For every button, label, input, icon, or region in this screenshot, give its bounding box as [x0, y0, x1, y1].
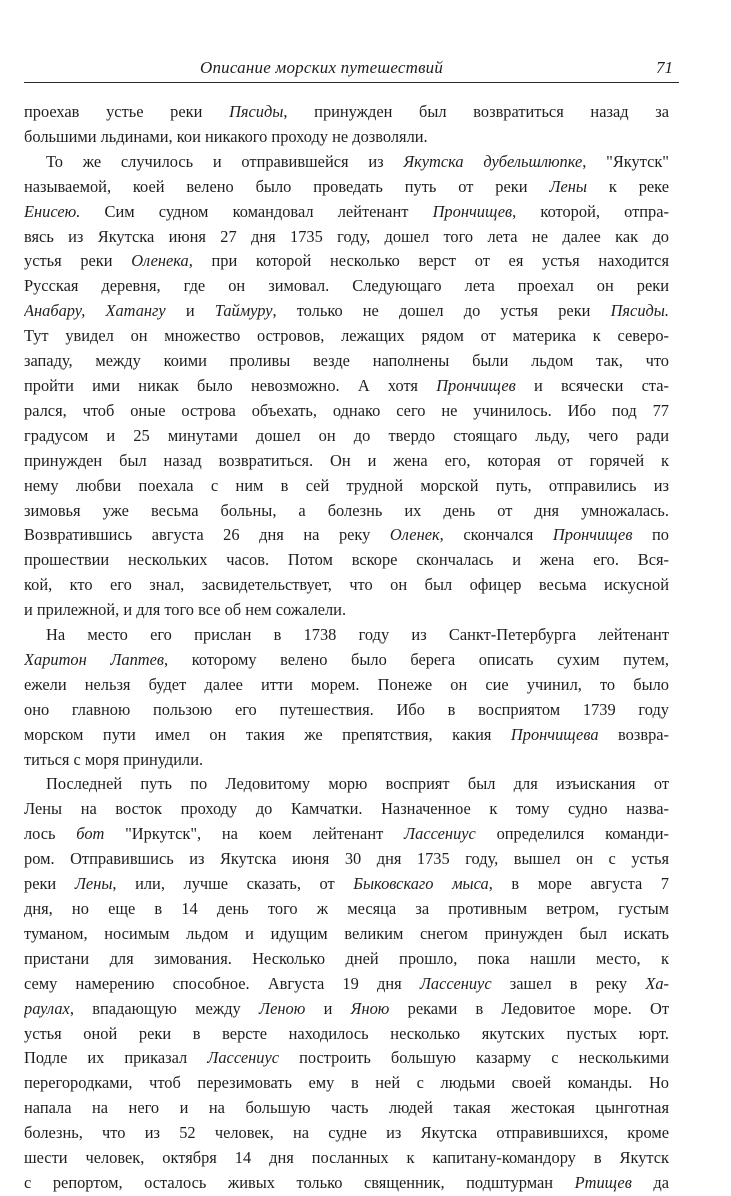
text-run: На место его прислан в 1738 году из Санкт-Петербурга лейтенант: [46, 625, 669, 645]
text-run: зимовья уже весьма больны, а болезнь их день от дня умножалась.: [24, 500, 669, 520]
italic-name: Енисею.: [24, 201, 81, 221]
text-line: [24, 125, 669, 150]
italic-name: Оленека: [131, 251, 189, 271]
text-run: и прилежной, и для того все об нем сожалели.: [24, 600, 347, 620]
text-run: к реке: [586, 176, 669, 196]
text-run: принужден был назад возвратиться. Он и жена его, которая от горячей к: [24, 450, 669, 470]
text-line: [24, 1146, 669, 1171]
italic-name: Прончищева: [510, 724, 599, 744]
text-line: [24, 374, 669, 399]
text-line: [24, 772, 669, 797]
text-run: пристани для зимования. Несколько дней прошло, пока нашли место, к: [24, 948, 669, 968]
italic-name: Быковскаго мыса: [353, 874, 489, 894]
text-line: [24, 573, 669, 598]
text-line: [24, 225, 669, 250]
italic-name: Прончищев: [432, 201, 513, 221]
text-line: [24, 748, 669, 773]
text-line: [24, 698, 669, 723]
text-line: [24, 872, 669, 897]
text-line: [24, 175, 669, 200]
text-line: [24, 1046, 669, 1071]
text-line: [24, 1022, 669, 1047]
text-run: , скончался: [439, 525, 553, 545]
text-run: Сим судном командовал лейтенант: [80, 201, 433, 221]
text-run: шести человек, октября 14 дня посланных к капитану-командору в Якутск: [24, 1148, 669, 1168]
italic-name: Анабару, Хатангу: [24, 301, 166, 321]
text-line: [24, 200, 669, 225]
text-line: [24, 1096, 669, 1121]
italic-name: Пясиды.: [610, 301, 669, 321]
text-run: нему любви поехала с ним в сей трудной морской путь, отправились из: [24, 475, 669, 495]
text-run: , или, лучше сказать, от: [112, 874, 354, 894]
text-run: вясь из Якутска июня 27 дня 1735 году, дошел того лета не далее как до: [24, 226, 669, 246]
text-run: оно главною пользою его путешествия. Ибо в восприятом 1739 году: [24, 699, 669, 719]
italic-name: Лассениус: [207, 1048, 280, 1068]
text-line: [24, 847, 669, 872]
italic-name: Леною: [259, 998, 306, 1018]
running-header: [24, 52, 679, 83]
text-line: [24, 399, 669, 424]
italic-name: Оленек: [389, 525, 440, 545]
italic-name: Ха-: [645, 973, 669, 993]
text-run: , "Якутск": [582, 151, 669, 171]
body-text: [24, 100, 669, 1196]
text-line: [24, 822, 669, 847]
text-line: [24, 673, 669, 698]
text-run: устья оной реки в версте находилось несколько якутских пустых юрт.: [24, 1023, 669, 1043]
text-run: построить большую казарму с несколькими: [279, 1048, 669, 1068]
text-run: , при которой несколько верст от ея устья находится: [188, 251, 669, 271]
text-run: туманом, носимым льдом и идущим великим снегом принужден был искать: [24, 923, 669, 943]
text-run: реки: [24, 874, 75, 894]
text-line: [24, 797, 669, 822]
text-line: [24, 274, 669, 299]
text-run: ежели нельзя будет далее итти морем. Понеже он сие учинил, то было: [24, 674, 669, 694]
italic-name: Харитон Лаптев: [24, 649, 165, 669]
text-run: То же случилось и отправившейся из: [46, 151, 404, 171]
text-run: прошествии нескольких часов. Потом вскоре скончалась и жена его. Вся-: [24, 550, 669, 570]
text-line: [24, 548, 669, 573]
italic-name: Лены: [74, 874, 113, 894]
italic-name: Лассениус: [404, 824, 476, 844]
text-run: морском пути имел он такия же препятствия, какия: [24, 724, 511, 744]
text-line: [24, 1121, 669, 1146]
italic-name: Якутска дубельшлюпке: [403, 151, 583, 171]
text-line: [24, 249, 669, 274]
italic-name: Яною: [350, 998, 390, 1018]
text-run: , которому велено было берега описать сухим путем,: [164, 649, 669, 669]
text-line: [24, 1171, 669, 1196]
italic-name: Прончищев: [436, 375, 516, 395]
italic-name: Прончищев: [552, 525, 633, 545]
text-run: , впадающую между: [69, 998, 260, 1018]
italic-name: раулах: [24, 998, 70, 1018]
text-run: зашел в реку: [491, 973, 646, 993]
text-run: с репортом, осталось живых только священник, подштурман: [24, 1172, 575, 1192]
text-run: возвра-: [598, 724, 669, 744]
text-run: да: [631, 1172, 669, 1192]
text-run: проехав устье реки: [24, 102, 230, 121]
text-line: [24, 648, 669, 673]
text-run: "Иркутск", на коем лейтенант: [104, 824, 405, 844]
text-line: [24, 997, 669, 1022]
text-line: [24, 499, 669, 524]
text-line: [24, 449, 669, 474]
italic-name: Пясиды: [229, 102, 284, 121]
text-run: , которой, отпра-: [512, 201, 669, 221]
text-line: [24, 947, 669, 972]
italic-name: Лассениус: [419, 973, 492, 993]
text-run: лось: [24, 824, 77, 844]
text-run: градусом и 25 минутами дошел он до твердо стоящаго льду, чего ради: [24, 425, 669, 445]
italic-name: бот: [76, 824, 105, 844]
italic-name: Таймуру: [214, 301, 273, 321]
text-run: болезнь, что из 52 человек, на судне из Якутска отправившихся, кроме: [24, 1123, 669, 1143]
text-line: [24, 523, 669, 548]
text-line: [24, 324, 669, 349]
text-run: реками в Ледовитое море. От: [389, 998, 669, 1018]
text-line: [24, 598, 669, 623]
text-line: [24, 100, 669, 125]
text-line: [24, 972, 669, 997]
text-run: , только не дошел до устья реки: [272, 301, 611, 321]
text-run: большими льдинами, кои никакого проходу не дозволяли.: [24, 126, 428, 146]
text-run: Последней путь по Ледовитому морю восприят был для изъискания от: [46, 774, 669, 794]
text-run: перегородками, чтоб перезимовать ему в ней с людьми своей команды. Но: [24, 1073, 669, 1093]
text-run: определился команди-: [475, 824, 669, 844]
text-run: Возвратившись августа 26 дня на реку: [24, 525, 390, 545]
text-run: напала на него и на большую часть людей такая жестокая цынготная: [24, 1098, 669, 1118]
text-run: и всячески ста-: [515, 375, 669, 395]
text-run: западу, между коими проливы везде наполнены были льдом так, что: [24, 351, 669, 371]
text-run: Тут увидел он множество островов, лежащих рядом от материка к северо-: [24, 326, 669, 346]
text-run: рался, чтоб оные острова объехать, однако сего не учинилось. Ибо под 77: [24, 400, 669, 420]
italic-name: Ртищев: [574, 1172, 632, 1192]
text-line: [24, 623, 669, 648]
text-run: называемой, коей велено было проведать путь от реки: [24, 176, 550, 196]
text-run: дня, но еще в 14 день того ж месяца за противным ветром, густым: [24, 899, 669, 918]
text-run: по: [632, 525, 669, 545]
text-run: , принужден был возвратиться назад за: [283, 102, 669, 121]
page-number: 71: [656, 58, 673, 77]
text-line: [24, 150, 669, 175]
text-line: [24, 723, 669, 748]
text-run: и: [165, 301, 215, 321]
text-line: [24, 922, 669, 947]
text-run: , в море августа 7: [488, 874, 669, 894]
text-run: титься с моря принудили.: [24, 749, 204, 769]
text-run: Лены на восток проходу до Камчатки. Назначенное к тому судно назва-: [24, 799, 669, 819]
text-run: и: [305, 998, 351, 1018]
text-line: [24, 474, 669, 499]
text-run: кой, кто его знал, засвидетельствует, что он был офицер весьма искусной: [24, 575, 669, 595]
text-run: Подле их приказал: [24, 1048, 208, 1068]
text-run: устья реки: [24, 251, 132, 271]
text-line: [24, 349, 669, 374]
text-run: Русская деревня, где он зимовал. Следующаго лета проехал он реки: [24, 276, 669, 296]
text-run: сему намерению способное. Августа 19 дня: [24, 973, 420, 993]
running-title: Описание морских путешествий: [200, 58, 444, 77]
text-run: ром. Отправившись из Якутска июня 30 дня 1735 году, вышел он с устья: [24, 849, 669, 869]
italic-name: Лены: [549, 176, 587, 196]
text-line: [24, 1071, 669, 1096]
text-line: [24, 424, 669, 449]
text-line: [24, 897, 669, 922]
text-line: [24, 299, 669, 324]
text-run: пройти ими никак было невозможно. А хотя: [24, 375, 437, 395]
